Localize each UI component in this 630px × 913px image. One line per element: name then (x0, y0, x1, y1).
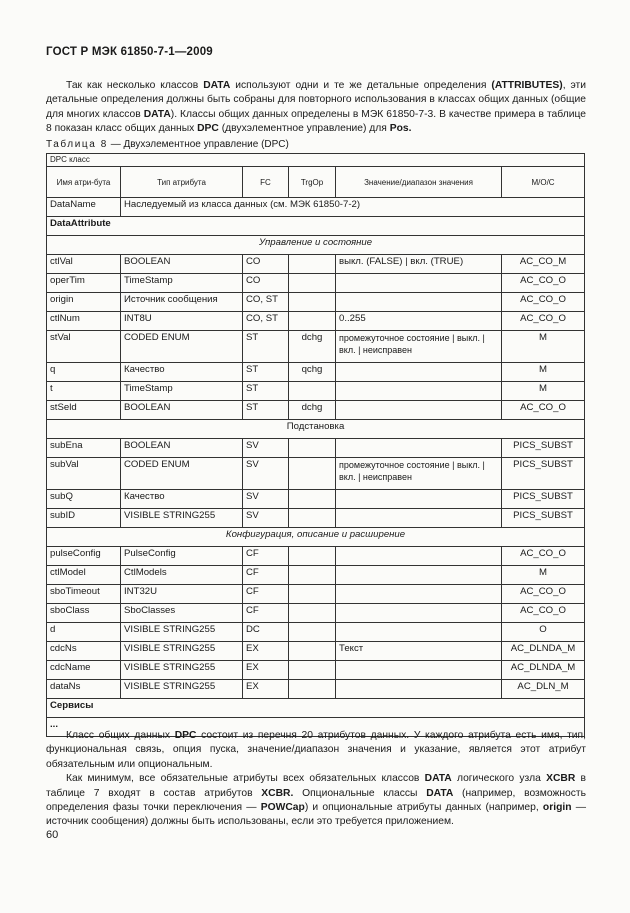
attr-value-range (336, 490, 502, 509)
table-row (47, 382, 585, 401)
text-run: логического узла (451, 773, 547, 785)
attr-value-range: промежуточное состояние | выкл. | вкл. | неисправен (336, 331, 502, 363)
attr-type: INT8U (121, 312, 243, 331)
attr-moc: AC_CO_O (502, 401, 585, 420)
table-row (47, 661, 585, 680)
attr-fc: EX (243, 680, 289, 699)
text-run: состоит из перечня 20 атрибутов данных. У каждого атрибута есть имя, тип, функциональная связь, опция пуска, значение/диапазон значения и указание, является этот атрибут обязательным или опциональным. (46, 730, 586, 770)
table-row (47, 293, 585, 312)
bold-term: (ATTRIBUTES) (491, 80, 563, 91)
attr-name: ctlModel (47, 566, 121, 585)
attr-type: PulseConfig (121, 547, 243, 566)
attr-type: TimeStamp (121, 274, 243, 293)
bold-term: XCBR. (261, 787, 294, 799)
col-header-fc: FC (243, 167, 289, 198)
attr-trgop (289, 490, 336, 509)
attr-moc: AC_DLNDA_M (502, 642, 585, 661)
attr-type: INT32U (121, 585, 243, 604)
attr-type: CtlModels (121, 566, 243, 585)
attr-trgop (289, 439, 336, 458)
attr-moc: AC_CO_M (502, 255, 585, 274)
attr-moc: M (502, 566, 585, 585)
table-row (47, 642, 585, 661)
attr-name: ctlNum (47, 312, 121, 331)
attr-fc: ST (243, 401, 289, 420)
attr-moc: PICS_SUBST (502, 509, 585, 528)
table-row (47, 623, 585, 642)
attr-fc: CF (243, 604, 289, 623)
bold-term: DATA (143, 108, 171, 120)
attr-name: q (47, 363, 121, 382)
attr-value-range: 0..255 (336, 312, 502, 331)
attr-type: SboClasses (121, 604, 243, 623)
attr-trgop (289, 312, 336, 331)
attr-moc: M (502, 363, 585, 382)
attr-trgop (289, 458, 336, 490)
attr-fc: CF (243, 585, 289, 604)
bold-term: DATA (426, 787, 454, 799)
attr-type: TimeStamp (121, 382, 243, 401)
attr-fc: DC (243, 623, 289, 642)
text-run: ) и опциональные атрибуты данных (например, (304, 802, 543, 814)
text-run: Как минимум, все обязательные атрибуты всех обязательных классов (66, 773, 425, 785)
text-run: (например, возможность определения фазы точки переключения — (46, 787, 586, 814)
attr-trgop (289, 547, 336, 566)
attr-moc: AC_CO_O (502, 585, 585, 604)
attr-fc: ST (243, 382, 289, 401)
attr-trgop (289, 642, 336, 661)
bold-term: Pos. (389, 123, 412, 135)
table-row (47, 401, 585, 420)
attr-moc: AC_CO_O (502, 604, 585, 623)
attr-name: subQ (47, 490, 121, 509)
attr-type: VISIBLE STRING255 (121, 509, 243, 528)
attr-value-range (336, 680, 502, 699)
attr-moc: M (502, 331, 585, 363)
attr-fc: SV (243, 509, 289, 528)
attr-trgop (289, 274, 336, 293)
dpc-table (46, 153, 585, 737)
attr-type: Качество (121, 363, 243, 382)
attr-type: VISIBLE STRING255 (121, 642, 243, 661)
attr-name: pulseConfig (47, 547, 121, 566)
attr-fc: CO (243, 274, 289, 293)
attr-value-range (336, 547, 502, 566)
table-class-label: DPC класс (47, 154, 585, 167)
table-class-row (47, 154, 585, 167)
table-section-row (47, 528, 585, 547)
outro-paragraphs (46, 729, 586, 830)
attr-trgop: dchg (289, 331, 336, 363)
table-row (47, 255, 585, 274)
attr-fc: CF (243, 547, 289, 566)
attr-value-range (336, 401, 502, 420)
attr-trgop: dchg (289, 401, 336, 420)
attr-moc: PICS_SUBST (502, 439, 585, 458)
text-run: ). Классы общих данных определены в МЭК 61850-7-3. В качестве примера в таблице 8 показан класс общих данных (46, 108, 586, 135)
col-header-moc: M/O/C (502, 167, 585, 198)
attr-value-range (336, 439, 502, 458)
table-caption (46, 139, 289, 150)
attr-value-range (336, 623, 502, 642)
attr-fc: SV (243, 490, 289, 509)
attr-moc: AC_CO_O (502, 547, 585, 566)
attr-moc: AC_CO_O (502, 293, 585, 312)
col-header-type: Тип атрибута (121, 167, 243, 198)
attr-value-range (336, 363, 502, 382)
table-group-row (47, 217, 585, 236)
attr-type: CODED ENUM (121, 458, 243, 490)
table-row (47, 458, 585, 490)
col-header-value-range: Значение/диапазон значения (336, 167, 502, 198)
text-run: в таблице 7 входят в состав атрибутов (46, 773, 586, 799)
table-row (47, 363, 585, 382)
attr-value-range (336, 274, 502, 293)
bold-term: origin (542, 802, 572, 814)
attr-moc: AC_DLN_M (502, 680, 585, 699)
attr-trgop (289, 604, 336, 623)
attr-name: d (47, 623, 121, 642)
attr-moc: PICS_SUBST (502, 458, 585, 490)
attr-value-range: промежуточное состояние | выкл. | вкл. | неисправен (336, 458, 502, 490)
table-row (47, 274, 585, 293)
attr-moc: M (502, 382, 585, 401)
attr-value-range: Текст (336, 642, 502, 661)
attr-fc: ST (243, 331, 289, 363)
table-group-row (47, 699, 585, 718)
attr-name: subID (47, 509, 121, 528)
attr-fc: CO, ST (243, 293, 289, 312)
intro-text (46, 79, 586, 137)
intro-paragraph (46, 79, 586, 137)
attr-name: origin (47, 293, 121, 312)
attr-fc: SV (243, 439, 289, 458)
attr-fc: ST (243, 363, 289, 382)
attr-type: Качество (121, 490, 243, 509)
table-row (47, 604, 585, 623)
attr-type: BOOLEAN (121, 439, 243, 458)
text-run: Класс общих данных (66, 730, 175, 741)
attr-type: VISIBLE STRING255 (121, 680, 243, 699)
attr-fc: CO, ST (243, 312, 289, 331)
text-run: Так как несколько классов (66, 80, 204, 91)
text-run: (двухэлементное управление) для (218, 123, 390, 135)
bold-term: DATA (203, 80, 231, 91)
outro-paragraph (46, 772, 586, 830)
attr-trgop (289, 661, 336, 680)
outro-paragraph (46, 729, 586, 772)
section-label: Конфигурация, описание и расширение (47, 528, 585, 547)
attr-name: t (47, 382, 121, 401)
attr-moc: AC_CO_O (502, 274, 585, 293)
attr-type: Источник сообщения (121, 293, 243, 312)
attr-value-range: выкл. (FALSE) | вкл. (TRUE) (336, 255, 502, 274)
table-row (47, 331, 585, 363)
document-header: ГОСТ Р МЭК 61850-7-1—2009 (46, 46, 213, 58)
attr-type: BOOLEAN (121, 401, 243, 420)
bold-term: DPC (174, 730, 197, 741)
table-caption-text: — Двухэлементное управление (DPC) (107, 139, 289, 150)
table-row (47, 198, 585, 217)
attr-fc: EX (243, 661, 289, 680)
section-label: Управление и состояние (47, 236, 585, 255)
attr-trgop (289, 566, 336, 585)
page-number: 60 (46, 829, 59, 841)
group-label: Сервисы (47, 699, 585, 718)
attr-value-range (336, 604, 502, 623)
attr-moc: O (502, 623, 585, 642)
attr-trgop (289, 623, 336, 642)
bold-term: XCBR (546, 773, 576, 785)
table-header-row (47, 167, 585, 198)
attr-trgop (289, 255, 336, 274)
attr-moc: AC_DLNDA_M (502, 661, 585, 680)
attr-name: DataName (47, 198, 121, 217)
inherited-note: Наследуемый из класса данных (см. МЭК 61850-7-2) (121, 198, 585, 217)
col-header-trgop: TrgOp (289, 167, 336, 198)
attr-value-range (336, 661, 502, 680)
table-row (47, 680, 585, 699)
attr-fc: CO (243, 255, 289, 274)
attr-trgop (289, 382, 336, 401)
attr-moc: PICS_SUBST (502, 490, 585, 509)
table-row (47, 566, 585, 585)
attr-trgop (289, 680, 336, 699)
attr-name: stSeld (47, 401, 121, 420)
attr-value-range (336, 566, 502, 585)
group-label: DataAttribute (47, 217, 585, 236)
text-run: , эти детальные определения должны быть собраны для повторного использования в классах общих данных (общие для многих классов (46, 80, 587, 120)
attr-name: sboClass (47, 604, 121, 623)
attr-type: VISIBLE STRING255 (121, 661, 243, 680)
attr-trgop (289, 585, 336, 604)
text-run: — источник сообщения) должны быть использованы, если это требуется приложением. (46, 802, 587, 828)
table-row (47, 509, 585, 528)
bold-term: POWCap (260, 802, 305, 814)
attr-name: sboTimeout (47, 585, 121, 604)
attr-type: VISIBLE STRING255 (121, 623, 243, 642)
attr-name: stVal (47, 331, 121, 363)
attr-name: subVal (47, 458, 121, 490)
attr-name: cdcName (47, 661, 121, 680)
attr-name: dataNs (47, 680, 121, 699)
table-row (47, 312, 585, 331)
attr-name: ctlVal (47, 255, 121, 274)
attr-name: operTim (47, 274, 121, 293)
attr-fc: SV (243, 458, 289, 490)
attr-trgop (289, 509, 336, 528)
table-caption-prefix: Таблица 8 (46, 139, 108, 150)
attr-fc: EX (243, 642, 289, 661)
table-row (47, 490, 585, 509)
group-label: ... (47, 718, 585, 737)
table-row (47, 439, 585, 458)
attr-value-range (336, 382, 502, 401)
col-header-name: Имя атри-бута (47, 167, 121, 198)
attr-trgop (289, 293, 336, 312)
text-run: используют одни и те же детальные определения (230, 80, 492, 91)
attr-name: cdcNs (47, 642, 121, 661)
attr-fc: CF (243, 566, 289, 585)
bold-term: DPC (197, 123, 219, 135)
attr-type: BOOLEAN (121, 255, 243, 274)
bold-term: DATA (424, 773, 452, 785)
attr-value-range (336, 585, 502, 604)
table-row (47, 547, 585, 566)
table-section-row (47, 236, 585, 255)
text-run: Опциональные классы (293, 787, 427, 799)
attr-moc: AC_CO_O (502, 312, 585, 331)
attr-name: subEna (47, 439, 121, 458)
table-row (47, 585, 585, 604)
attr-trgop: qchg (289, 363, 336, 382)
attr-type: CODED ENUM (121, 331, 243, 363)
attr-value-range (336, 509, 502, 528)
table-section-row (47, 420, 585, 439)
section-label: Подстановка (47, 420, 585, 439)
attr-value-range (336, 293, 502, 312)
